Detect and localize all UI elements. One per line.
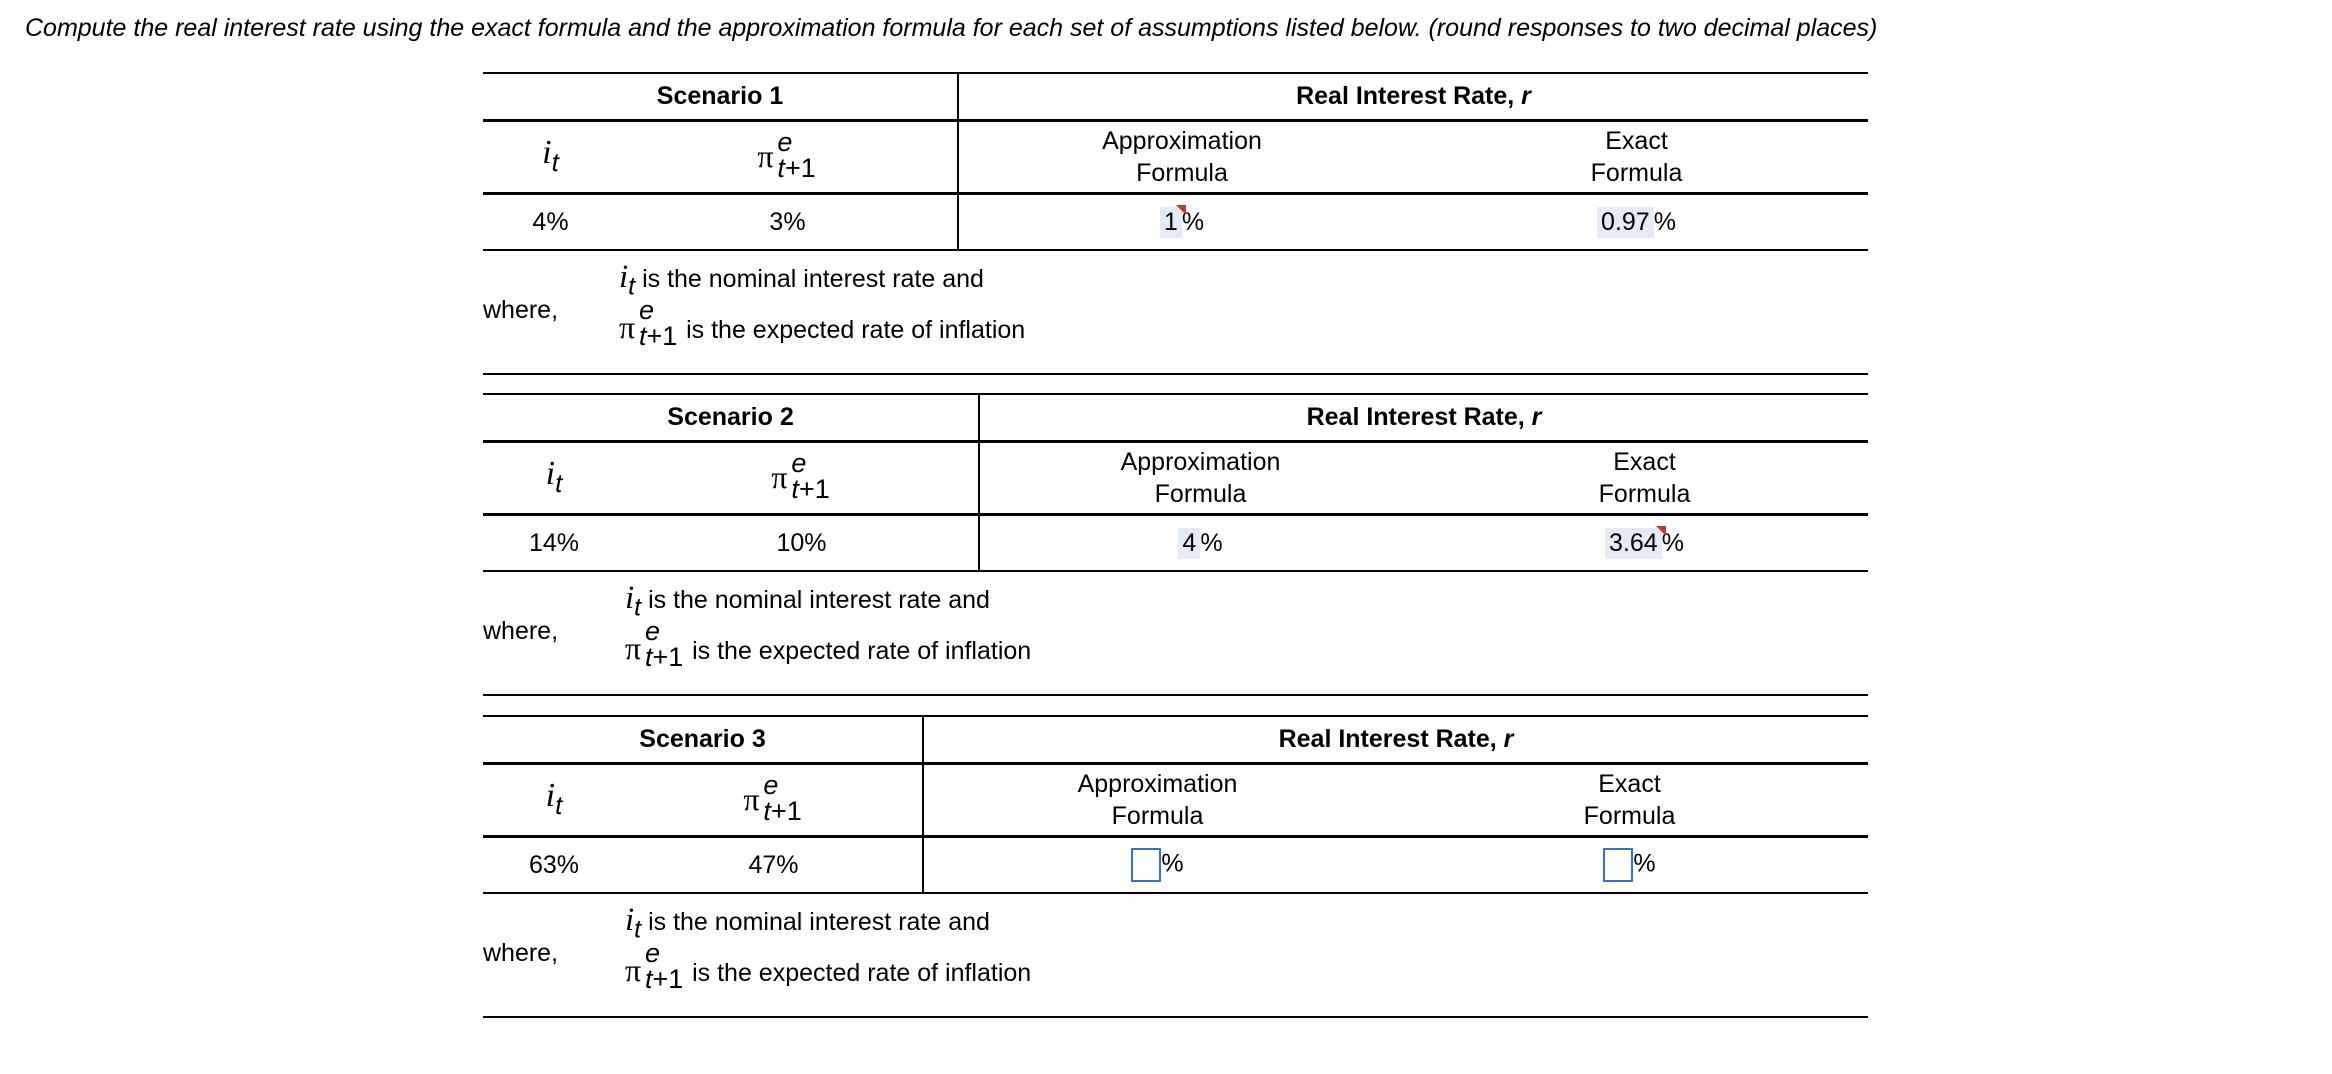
approx-answer-cell — [958, 194, 1405, 251]
where-inflation-definition: π e t+1 is the expected rate of inflation — [619, 295, 1026, 351]
percent-sign: % — [1661, 528, 1684, 557]
inflation-symbol: π e t+1 — [625, 764, 923, 837]
real-rate-header: Real Interest Rate, r — [979, 394, 1868, 442]
scenario-title: Scenario 2 — [483, 394, 979, 442]
exact-answer-input[interactable] — [1603, 848, 1633, 882]
exact-answer-cell — [1421, 515, 1868, 572]
approx-answer-input[interactable]: 4 — [1178, 528, 1200, 559]
nominal-rate-symbol: $i_t$ — [483, 764, 625, 837]
approx-answer-input[interactable] — [1131, 848, 1161, 882]
percent-sign: % — [1181, 207, 1205, 236]
exact-formula-header: Exact Formula — [1391, 764, 1868, 837]
where-nominal-definition: $i_t$ is the nominal interest rate and — [625, 580, 990, 622]
where-label: where, — [483, 296, 559, 324]
nominal-rate-symbol: $i_t$ — [483, 442, 625, 515]
exact-answer-cell — [1391, 837, 1868, 894]
nominal-rate-value: 4% — [483, 194, 618, 251]
instructions-text: Compute the real interest rate using the exact formula and the approximation formula for each set of assumptions listed below. (round responses to two decimal places) — [25, 14, 1878, 42]
nominal-rate-value: 14% — [483, 515, 625, 572]
where-inflation-definition: π e t+1 is the expected rate of inflation — [625, 938, 1032, 994]
where-note — [483, 251, 1868, 375]
inflation-symbol: π e t+1 — [625, 442, 979, 515]
percent-sign: % — [1200, 528, 1223, 557]
where-note — [483, 572, 1868, 696]
inflation-symbol: π e t+1 — [618, 121, 958, 194]
exact-answer-input[interactable]: 0.97 — [1597, 207, 1654, 238]
approx-formula-header: Approximation Formula — [979, 442, 1421, 515]
approx-formula-header: Approximation Formula — [923, 764, 1391, 837]
scenario-1-block — [483, 72, 1868, 375]
exact-formula-header: Exact Formula — [1405, 121, 1868, 194]
real-rate-header: Real Interest Rate, r — [958, 73, 1868, 121]
where-note — [483, 894, 1868, 1018]
where-nominal-definition: $i_t$ is the nominal interest rate and — [625, 902, 990, 944]
scenario-title: Scenario 3 — [483, 716, 923, 764]
approx-answer-cell — [923, 837, 1391, 894]
where-label: where, — [483, 617, 559, 645]
inflation-value: 10% — [625, 515, 979, 572]
nominal-rate-value: 63% — [483, 837, 625, 894]
approx-formula-header: Approximation Formula — [958, 121, 1405, 194]
exact-answer-cell — [1405, 194, 1868, 251]
approx-answer-cell — [979, 515, 1421, 572]
percent-sign: % — [1161, 849, 1184, 878]
scenario-3-table — [483, 715, 1868, 894]
where-label: where, — [483, 939, 559, 967]
scenario-2-block — [483, 393, 1868, 696]
inflation-value: 47% — [625, 837, 923, 894]
exact-answer-input[interactable]: 3.64 — [1605, 528, 1662, 559]
where-nominal-definition: $i_t$ is the nominal interest rate and — [619, 259, 984, 301]
scenario-title: Scenario 1 — [483, 73, 958, 121]
scenario-1-table — [483, 72, 1868, 251]
percent-sign: % — [1633, 849, 1656, 878]
approx-answer-input[interactable]: 1 — [1160, 207, 1182, 238]
percent-sign: % — [1653, 207, 1676, 236]
nominal-rate-symbol: $i_t$ — [483, 121, 618, 194]
inflation-value: 3% — [618, 194, 958, 251]
exact-formula-header: Exact Formula — [1421, 442, 1868, 515]
scenario-3-block — [483, 715, 1868, 1018]
where-inflation-definition: π e t+1 is the expected rate of inflation — [625, 616, 1032, 672]
real-rate-header: Real Interest Rate, r — [923, 716, 1868, 764]
scenario-2-table — [483, 393, 1868, 572]
